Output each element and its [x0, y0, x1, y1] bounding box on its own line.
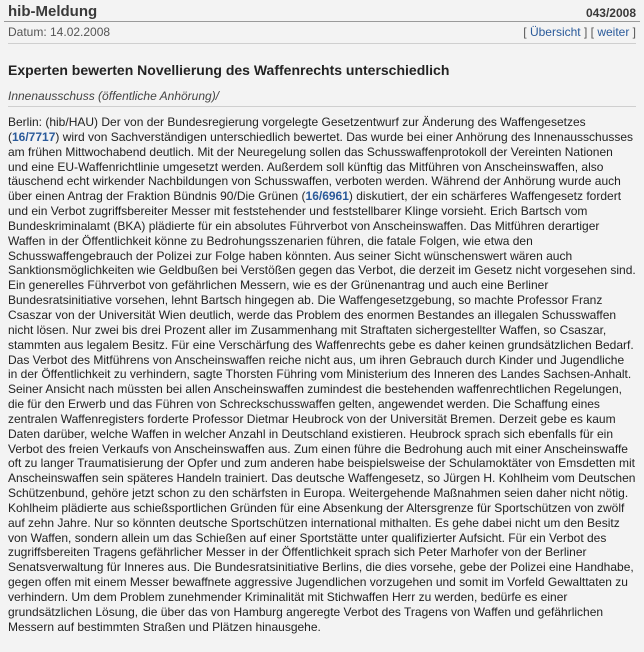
committee-label: Innenausschuss (öffentliche Anhörung)/ — [8, 89, 220, 103]
nav-bracket-close: ] — [629, 24, 636, 39]
next-link[interactable]: weiter — [597, 24, 630, 39]
header-bar — [4, 0, 640, 22]
committee-divider — [8, 106, 636, 107]
message-number: 043/2008 — [585, 6, 636, 20]
article-title: Experten bewerten Novellierung des Waffenrechts unterschiedlich — [8, 62, 450, 78]
nav-separator: ] [ — [580, 24, 598, 39]
brand-title: hib-Meldung — [8, 3, 98, 20]
header-divider — [8, 43, 636, 44]
date-label: Datum: 14.02.2008 — [8, 24, 111, 39]
body-text-1: Berlin: (hib/HAU) Der von der Bundesregierung vorgelegte Gesetzentwurf zur Änderung des Waffengesetzes ( — [8, 115, 586, 144]
article-body — [8, 115, 636, 635]
nav-links — [523, 25, 636, 39]
body-text-3: ) diskutiert, der ein schärferes Waffengesetz fordert und ein Verbot zugriffsbereiter Messer mit feststehender und feststellbarer Klinge vorsieht. Erich Bartsch vom Bundeskriminalamt (BKA) plädierte für ein absolutes Führverbot von Anscheinswaffen. Das Mitführen derartiger Waffen in der Öffentlichkeit könne zu Bedrohungsszenarien führen, die fatale Folgen, wie etwa den Schusswaffengebrauch der Polizei zur Folge haben könnten. Aus seiner Sicht wünschenswert wären auch Sanktionsmöglichkeiten wie Geldbußen bei Verstößen gegen das Verbot, die derzeit im Gesetz nicht vorgesehen sind. Ein generelles Führverbot von gefährlichen Messern, wie es der Grünenantrag und auch eine Berliner Bundesratsinitiative vorsehen, lehnt Bartsch hingegen ab. Die Waffengesetzgebung, so machte Professor Franz Csaszar von der Universität Wien deutlich, werde das Problem des enormen Bestandes an illegalen Schusswaffen nicht lösen. Nur zwei bis drei Prozent aller im Zusammenhang mit Straftaten sichergestellter Waffen, so Csaszar, stammten aus legalem Besitz. Für eine Verschärfung des Waffenrechts gebe es daher keinen grundsätzlichen Bedarf. Das Verbot des Mitführens von Anscheinswaffen reiche nicht aus, um ihren Gebrauch durch Kinder und Jugendliche in der Öffentlichkeit zu verhindern, sagte Thorsten Führing vom Ministerium des Inneren des Landes Sachsen-Anhalt. Seiner Ansicht nach müssten bei allen Anscheinswaffen zumindest die bestehenden waffenrechtlichen Regelungen, die für den Erwerb und das Führen von Schreckschusswaffen gelten, angewendet werden. Die Schaffung eines zentralen Waffenregisters forderte Professor Dietmar Heubrock von der Universität Bremen. Derzeit gebe es kaum Daten darüber, welche Waffen in welcher Anzahl in Deutschland existieren. Heubrock sprach sich ebenfalls für ein Verbot des freien Verkaufs von Anscheinswaffen aus. Zum einen führe die Bedrohung auch mit einer Anscheinswaffe oft zu langer Traumatisierung der Opfer und zum anderen habe beispielsweise der Schulamoktäter von Emsdetten mit Anscheinswaffen sein späteres Handeln trainiert. Das deutsche Waffengesetz, so Jürgen H. Kohlheim vom Deutschen Schützenbund, gehöre jetzt schon zu den schärfsten in Europa. Weitergehende Maßnahmen seien daher nicht nötig. Kohlheim plädierte aus schießsportlichen Gründen für eine Absenkung der Altersgrenze für Sportschützen von zwölf auf zehn Jahre. Nur so könnten deutsche Sportschützen international mithalten. Es gehe dabei nicht um den Besitz von Waffen, sondern allein um das Schießen auf einer Sportstätte unter qualifizierter Aufsicht. Für ein Verbot des zugriffsbereiten Tragens gefährlicher Messer in der Öffentlichkeit sprach sich Peter Marhofer von der Berliner Senatsverwaltung für Inneres aus. Die Bundesratsinitiative Berlins, die dies vorsehe, gebe der Polizei eine Handhabe, gegen offen mit einem Messer bewaffnete aggressive Jugendlichen vorzugehen und somit im Vorfeld Gewalttaten zu verhindern. Um dem Problem zunehmender Kriminalität mit Stichwaffen Herr zu werden, bedürfe es einer grundsätzlichen Lösung, die über das von Hamburg angeregte Verbot des Tragens von Waffen und gefährlichen Messern auf bestimmten Straßen und Plätzen hinausgehe. — [8, 189, 636, 634]
sub-header — [4, 22, 640, 39]
document-link-16-6961[interactable]: 16/6961 — [305, 189, 349, 204]
document-link-16-7717[interactable]: 16/7717 — [12, 129, 56, 144]
body-text-2: ) wird von Sachverständigen unterschiedlich bewertet. Das wurde bei einer Anhörung des Innenausschusses am frühen Mittwochabend deutlich. Mit der Neuregelung sollen das Schusswaffenprotokoll der Vereinten Nationen und eine EU-Waffenrichtlinie umgesetzt werden. Außerdem soll künftig das Mitführen von Anscheinswaffen, also täuschend echt wirkender Nachbildungen von Schusswaffen, verboten werden. Während der Anhörung wurde auch über einen Antrag der Fraktion Bündnis 90/Die Grünen ( — [8, 129, 634, 204]
nav-bracket-open: [ — [523, 24, 530, 39]
overview-link[interactable]: Übersicht — [529, 24, 581, 39]
